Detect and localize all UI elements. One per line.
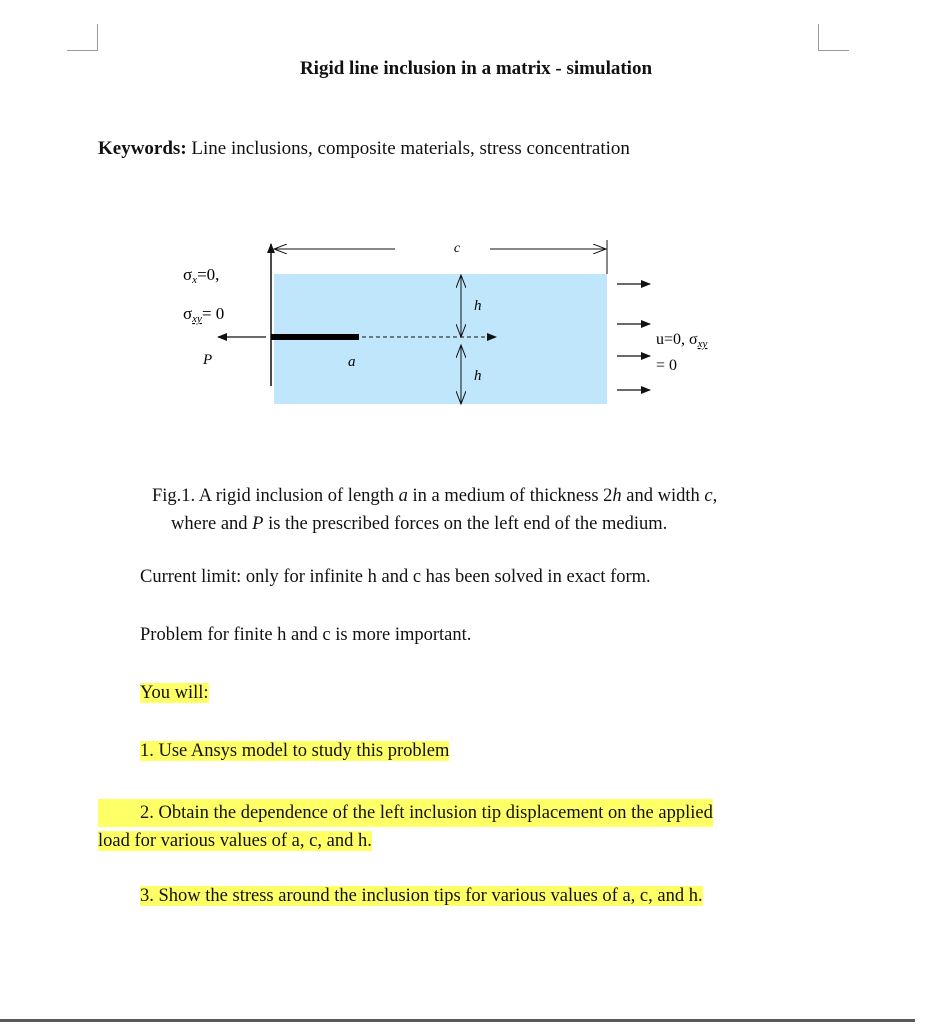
task-3 [140,886,703,907]
right-bc-text-2: = 0 [656,357,678,374]
task-3-text: 3. Show the stress around the inclusion tips for various values of a, c, and h. [140,886,703,906]
right-bc-text-1: u=0, σxy [656,331,708,350]
figure-caption [152,482,717,538]
caption-text: where and [171,514,253,534]
page-corner-mark-right [818,24,849,51]
current-limit-text: Current limit: only for infinite h and c has been solved in exact form. [140,567,651,587]
caption-text: , [712,486,718,506]
rigid-inclusion [271,334,359,340]
keywords-line [98,138,630,160]
page-corner-mark-left [67,24,98,51]
label-a: a [348,354,356,370]
problem-note-text: Problem for finite h and c is more important. [140,625,472,645]
figure-diagram [150,228,708,418]
page-bottom-rule [0,1019,915,1022]
you-will-text: You will: [140,683,209,703]
caption-var-a: a [398,486,408,506]
caption-var-p: P [252,514,264,534]
caption-line-2 [152,510,717,538]
label-h-bottom: h [474,368,482,384]
task-2 [98,799,713,855]
you-will-heading [140,683,209,704]
caption-text: Fig.1. A rigid inclusion of length [152,486,399,506]
caption-text: in a medium of thickness 2 [407,486,613,506]
task-2-line-2: load for various values of a, c, and h. [98,831,372,851]
caption-text: is the prescribed forces on the left end of the medium. [263,514,668,534]
label-c: c [453,241,461,256]
keywords-text: Line inclusions, composite materials, stress concentration [186,138,630,159]
caption-text: and width [621,486,705,506]
left-bc-sigma-x: σx=0, [183,265,220,286]
task-2-line-1: 2. Obtain the dependence of the left inclusion tip displacement on the applied [98,799,713,827]
task-1-text: 1. Use Ansys model to study this problem [140,741,450,761]
task-1 [140,741,449,762]
keywords-label: Keywords: [98,138,187,159]
left-bc-sigma-xy: σxy= 0 [183,304,225,325]
label-h-top: h [474,298,482,314]
caption-var-c: c [704,486,713,506]
caption-var-h: h [612,486,622,506]
page-title: Rigid line inclusion in a matrix - simulation [299,58,653,79]
label-P: P [203,352,213,368]
